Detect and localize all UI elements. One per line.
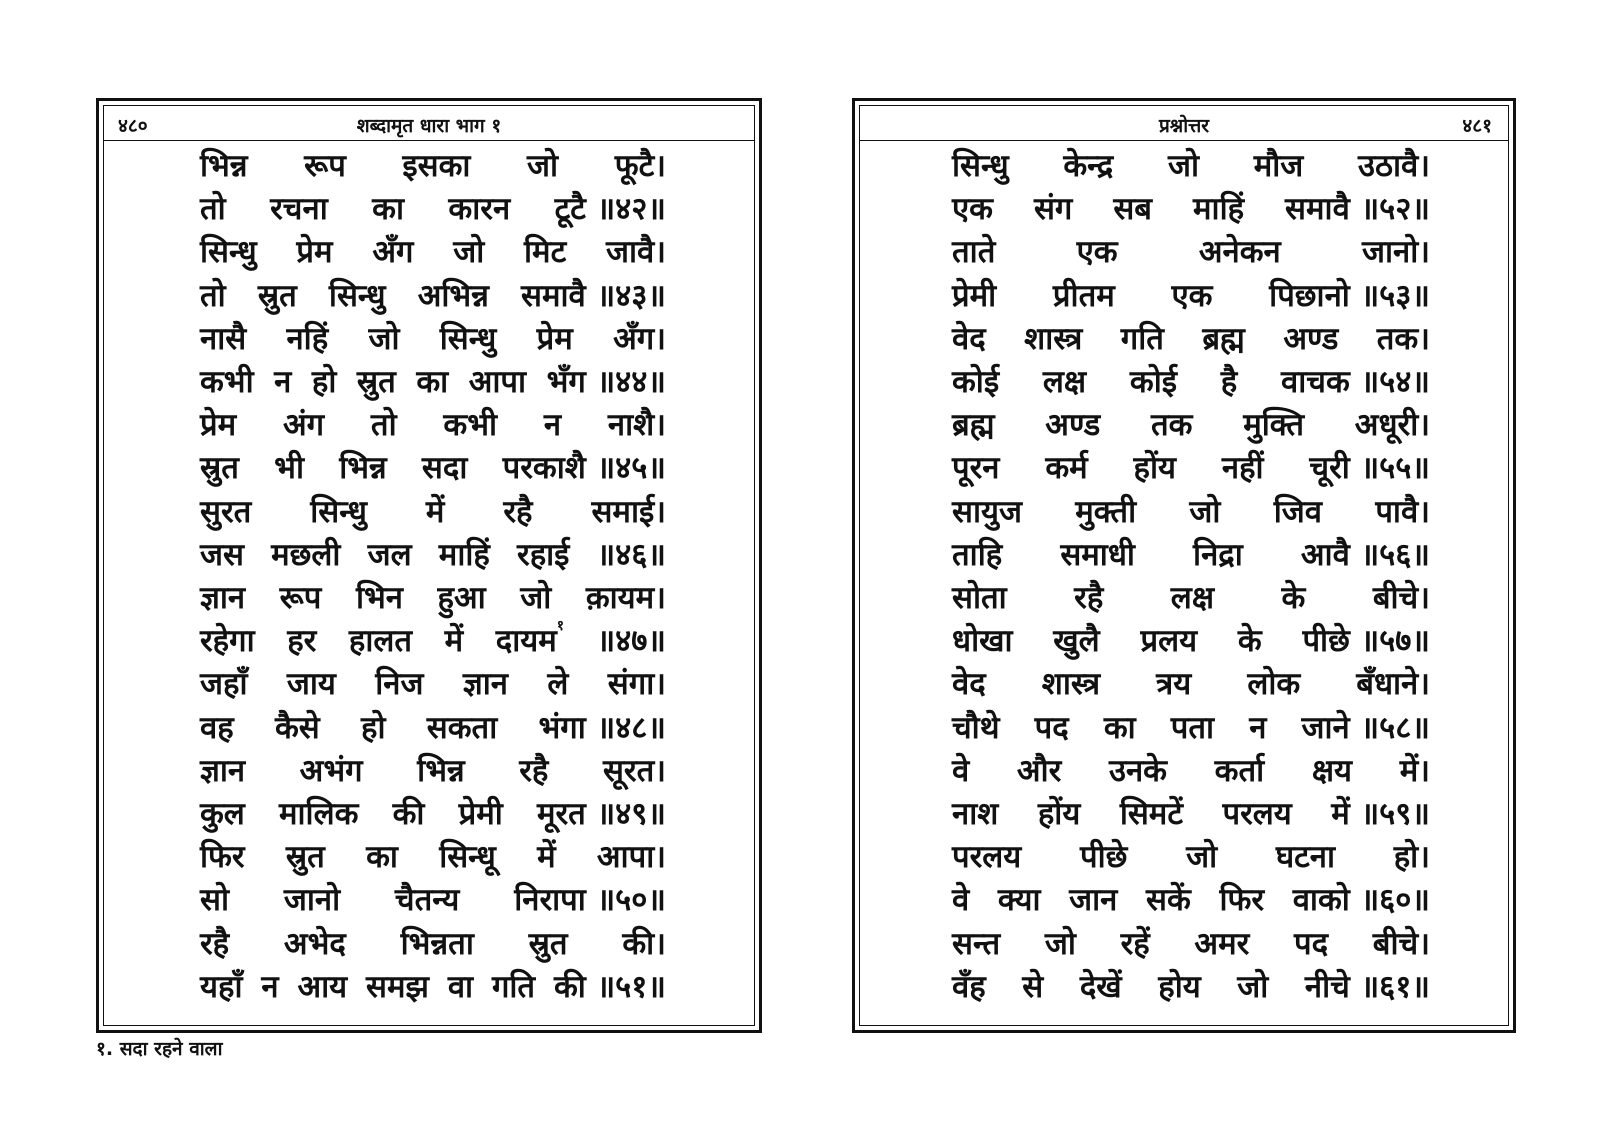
verse-word: उनके [1108,752,1167,789]
verse-word: सिन्धु [328,277,386,314]
verse-line [952,922,1430,966]
verse-word: के [1237,623,1262,660]
footnote: १. सदा रहने वाला [96,1038,223,1060]
verse-word: मिट [524,234,567,271]
verse-word: मौज [1253,148,1304,184]
verse-word: सब [1113,191,1153,228]
verse-word: ॥४६॥ [596,536,666,573]
verse-word: नहीं [1221,450,1264,487]
verse-word: जिव [1273,493,1323,530]
verse-word: सकता [426,709,498,746]
verse-word: ॥४७॥ [596,623,666,660]
verse-word: सिन्धु [439,320,497,357]
verse-word: न [543,407,562,444]
verse-line [200,576,666,620]
verse-line [200,317,666,361]
verse-word: भिन्न [339,450,387,487]
verse-word: टूटै ॥४२॥ [554,191,666,228]
verse-word: त्रय [1156,666,1192,703]
verse-word: उठावै। [1357,148,1430,184]
verse-word: सदा [421,450,468,487]
verse-word: अँग [372,234,414,271]
verse-line [952,835,1430,879]
verse-word: पूरन [952,450,1000,487]
verse-word: सिन्धु [310,493,367,530]
verse-word: घटना [1275,839,1335,876]
verse-word: अनेकन [1198,234,1281,271]
verse-word: वे [952,752,970,789]
verse-word: में। [1399,752,1430,789]
verse-word: कभी [443,407,498,444]
right-page [852,98,1516,1033]
verse-word: गति [491,968,536,1005]
verse-word: परलय [952,839,1022,876]
verse-word: का [416,364,449,400]
verse-word: भिन्नता [400,925,474,962]
verse-word: सोता [952,580,1007,616]
verse-word: जो [1189,493,1221,530]
verse-word: वा [447,968,474,1005]
verse-line [952,878,1430,922]
verse-word: नाश [952,796,999,832]
verse-word: रचना [270,191,328,228]
verse-word: संग [1033,191,1073,228]
verse-word: कोई [1129,364,1177,400]
verse-line [200,187,666,231]
verse-word: जान [1069,882,1118,919]
verse-line [200,446,666,490]
verse-word: न [274,364,292,400]
verse-word: का [366,839,398,876]
page-number: ४८० [118,115,148,137]
verse-line [952,187,1430,231]
verse-word: जो [453,234,485,271]
verse-word: वेद [952,320,986,357]
page-number: ४८१ [1462,115,1492,137]
verse-word: परलय [1222,796,1292,832]
verse-line [952,490,1430,534]
verse-line [200,230,666,274]
verse-word: समझ [366,968,429,1005]
verse-word: स्रुत [257,277,297,314]
verse-word: जाय [286,666,336,703]
right-page-frame [859,105,1509,1026]
verse-word: में [444,623,464,660]
verse-word: स्रुत [528,925,568,962]
verse-word: तो [200,277,226,314]
verse-word: पीछे [1080,839,1128,876]
verse-line [200,662,666,706]
verse-word: समावै ॥४३॥ [521,277,666,314]
verse-word: मालिक [278,796,359,832]
verse-word: जानो [283,882,341,919]
verse-word: लक्ष [1170,580,1215,616]
verse-word: ब्रह्म [1202,320,1245,357]
verse-word: जानो। [1361,234,1430,271]
verse-word: आपा। [596,839,666,876]
verse-word: लोक [1247,666,1301,703]
verse-word: रूप [279,580,322,616]
verse-line [200,403,666,447]
verse-word: दायम$^१$ [495,618,565,660]
verse-word: वह [200,709,234,746]
verse-word: पिछानो ॥५३॥ [1269,277,1430,314]
running-title: प्रश्नोत्तर [1158,115,1210,137]
verse-line [952,749,1430,793]
verse-word: प्रेमी [952,277,997,314]
verse-word: तो [370,407,397,444]
right-page-header [860,106,1508,141]
verse-word: मुक्ती [1075,493,1137,530]
verse-word: में [425,493,445,530]
verse-word: जावै। [605,234,666,271]
verse-line [200,360,666,404]
verse-word: अण्ड [1045,407,1101,444]
verse-word: में ॥५९॥ [1331,796,1430,832]
verse-word: कर्ता [1214,752,1265,789]
verse-word: समावै ॥५२॥ [1285,191,1430,228]
verse-word: अधूरी। [1354,407,1430,444]
verse-word: रहै [1074,580,1104,616]
verse-word: मछली [271,536,341,573]
verse-word: ब्रह्म [952,407,995,444]
verse-word: भँग ॥४४॥ [546,364,666,400]
verse-word: जो [1237,968,1269,1005]
verse-word: सिन्धु [952,148,1009,184]
verse-word: मूरत ॥४९॥ [536,796,666,832]
verse-word: इसका [402,148,471,184]
verse-word: का [372,191,404,228]
verse-word: प्रीतम [1052,277,1115,314]
verse-word: देखें [1079,968,1122,1005]
verse-word: रहै [519,752,549,789]
verse-word: ज्ञान [462,666,508,703]
running-title: शब्दामृत धारा भाग १ [356,115,502,137]
verse-word: भिन्न [417,752,465,789]
verse-word: वाको ॥६०॥ [1292,882,1430,919]
verse-line [952,619,1430,663]
verse-word: भी [274,450,304,487]
verse-word: में [537,839,556,876]
verse-word: चौथे [952,709,1000,746]
verse-word: आवै ॥५६॥ [1300,536,1430,573]
verse-word: चैतन्य [394,882,460,919]
footnote-marker: १ [556,618,565,635]
left-page-header [104,106,754,141]
verse-word: क्या [997,882,1041,919]
verse-word: नीचे ॥६१॥ [1304,968,1430,1005]
verse-word: निद्रा [1193,536,1243,573]
verse-word: बीचे। [1372,925,1430,962]
verse-word: हो। [1393,839,1430,876]
verse-word: निरापा ॥५०॥ [514,882,666,919]
verse-word: हालत [348,623,413,660]
verse-line [952,317,1430,361]
verse-word: चूरी ॥५५॥ [1309,450,1430,487]
verse-word: जाने ॥५८॥ [1301,709,1430,746]
verse-word: लक्ष [1042,364,1087,400]
verse-word: होय [1158,968,1201,1005]
verse-word: खुलै [1053,623,1100,660]
verse-line [200,835,666,879]
verse-word: जल [367,536,412,573]
verse-word: रहै [503,493,533,530]
verse-word: आपा [468,364,527,400]
verse-word: पावै। [1375,493,1430,530]
verse-word: कभी [200,364,254,400]
verse-word: सन्त [952,925,1001,962]
verse-word: बीचे। [1372,580,1430,616]
verse-word: होंय [1037,796,1081,832]
verse-line [952,403,1430,447]
verse-line [200,965,666,1009]
verse-word: और [1016,752,1062,789]
verse-word: जहाँ [200,666,248,703]
verse-word: से [1022,968,1044,1005]
verse-word: शास्त्र [1041,666,1101,703]
verse-word: न [1249,709,1267,746]
verse-word: क्षय [1311,752,1353,789]
verse-line [200,144,666,188]
verse-word: हो [311,364,337,400]
verse-word: फिर [200,839,245,876]
verse-line [952,446,1430,490]
verse-word: यहाँ [200,968,243,1005]
verse-word: कर्म [1045,450,1088,487]
verse-word: जो [1186,839,1218,876]
verse-line [200,619,666,663]
verse-word: संगा। [607,666,666,703]
verse-word: पद [1294,925,1329,962]
verse-word: प्रेमी [458,796,503,832]
verse-line [200,274,666,318]
verse-line [952,965,1430,1009]
left-page [96,98,762,1033]
verse-line [952,360,1430,404]
verse-word: केन्द्र [1063,148,1114,184]
verse-line [952,662,1430,706]
verse-word: सूरत। [602,752,666,789]
verse-word: रहै [200,925,230,962]
verse-word: माहिं [438,536,490,573]
verse-word: जो [520,580,552,616]
verse-word: शास्त्र [1024,320,1083,357]
verse-word: समाई। [591,493,666,530]
verse-word: समाधी [1060,536,1135,573]
verse-word: क़ायम। [585,580,666,616]
verse-word: भंगा ॥४८॥ [538,709,666,746]
verse-word: नासै [200,320,247,357]
verse-word: प्रेम [200,407,237,444]
verse-word: अभंग [299,752,363,789]
verse-word: ज्ञान [200,752,246,789]
verse-word: निज [375,666,424,703]
verse-word: परकाशै ॥४५॥ [502,450,666,487]
verse-word: स्रुत [200,450,239,487]
verse-word: जो [1167,148,1199,184]
verse-line [952,230,1430,274]
verse-word: ताते [952,234,996,271]
verse-word: का [1103,709,1136,746]
verse-word: अंग [282,407,325,444]
verse-word: ले [547,666,569,703]
verse-word: अमर [1194,925,1250,962]
verse-word: की। [622,925,666,962]
verse-word: बँधाने। [1356,666,1430,703]
verse-word: जो [527,148,559,184]
verse-word: पीछे ॥५७॥ [1302,623,1430,660]
verse-word: कोई [952,364,1000,400]
verse-word: स्रुत [285,839,325,876]
verse-word: रहाई [517,536,570,573]
verse-word: फूटै। [614,148,666,184]
verse-word: सुरत [200,493,252,530]
verse-word: सिन्धू [439,839,496,876]
verse-word: के [1281,580,1306,616]
verse-word: हुआ [437,580,486,616]
verse-word: अँग। [613,320,666,357]
verse-word: कुल [200,796,245,832]
verse-line [952,576,1430,620]
verse-word: प्रलय [1140,623,1198,660]
verse-word: अण्ड [1283,320,1339,357]
verse-word: ज्ञान [200,580,246,616]
verse-word: सिमटें [1119,796,1183,832]
verse-word: एक [1076,234,1118,271]
verse-word: गति [1120,320,1164,357]
verse-word: जो [1044,925,1076,962]
verse-word: सिन्धु [200,234,257,271]
verse-word: माहिं [1193,191,1245,228]
verse-line [952,274,1430,318]
verse-word: तो [200,191,226,228]
verse-word: धोखा [952,623,1013,660]
verse-word: कैसे [274,709,320,746]
verse-word: आय [297,968,348,1005]
verse-word: रूप [304,148,346,184]
verse-word: स्रुत [356,364,396,400]
verse-word: फिर [1219,882,1265,919]
verse-word: एक [952,191,993,228]
verse-word: सकें [1146,882,1191,919]
verse-word: तक [1150,407,1193,444]
verse-word: प्रेम [536,320,573,357]
verse-word: प्रेम [296,234,333,271]
verse-word: हर [287,623,317,660]
verse-word: रहेगा [200,623,255,660]
verse-line [200,749,666,793]
verse-word: मुक्ति [1243,407,1305,444]
verse-word: पता [1170,709,1215,746]
verse-line [200,490,666,534]
verse-word: वँह [952,968,986,1005]
verse-word: की [392,796,425,832]
verse-line [200,878,666,922]
verse-line [200,533,666,577]
verse-word: सो [200,882,229,919]
verse-word: पद [1034,709,1069,746]
verse-word: की ॥५१॥ [553,968,666,1005]
verse-word: सायुज [952,493,1022,530]
verse-line [200,922,666,966]
verse-word: है [1220,364,1238,400]
verse-line [200,792,666,836]
verse-word: नाशै। [607,407,666,444]
verse-word: वेद [952,666,986,703]
verse-line [952,792,1430,836]
left-page-frame [103,105,755,1026]
verse-word: हो [361,709,386,746]
verse-word: अभेद [283,925,346,962]
verse-word: जस [200,536,244,573]
verse-word: होंय [1133,450,1177,487]
verse-word: एक [1171,277,1213,314]
verse-word: अभिन्न [417,277,489,314]
verse-word: न [261,968,279,1005]
verse-word: तक। [1376,320,1430,357]
verse-word: भिन [355,580,403,616]
verse-word: भिन्न [200,148,248,184]
verse-line [952,706,1430,750]
verse-word: ताहि [952,536,1003,573]
verse-word: कारन [448,191,511,228]
verse-word: नहिं [286,320,329,357]
verse-line [952,533,1430,577]
verse-word: वे [952,882,970,919]
verse-word: रहें [1120,925,1150,962]
verse-word: जो [368,320,400,357]
verse-line [200,706,666,750]
verse-line [952,144,1430,188]
verse-word: वाचक ॥५४॥ [1281,364,1430,400]
